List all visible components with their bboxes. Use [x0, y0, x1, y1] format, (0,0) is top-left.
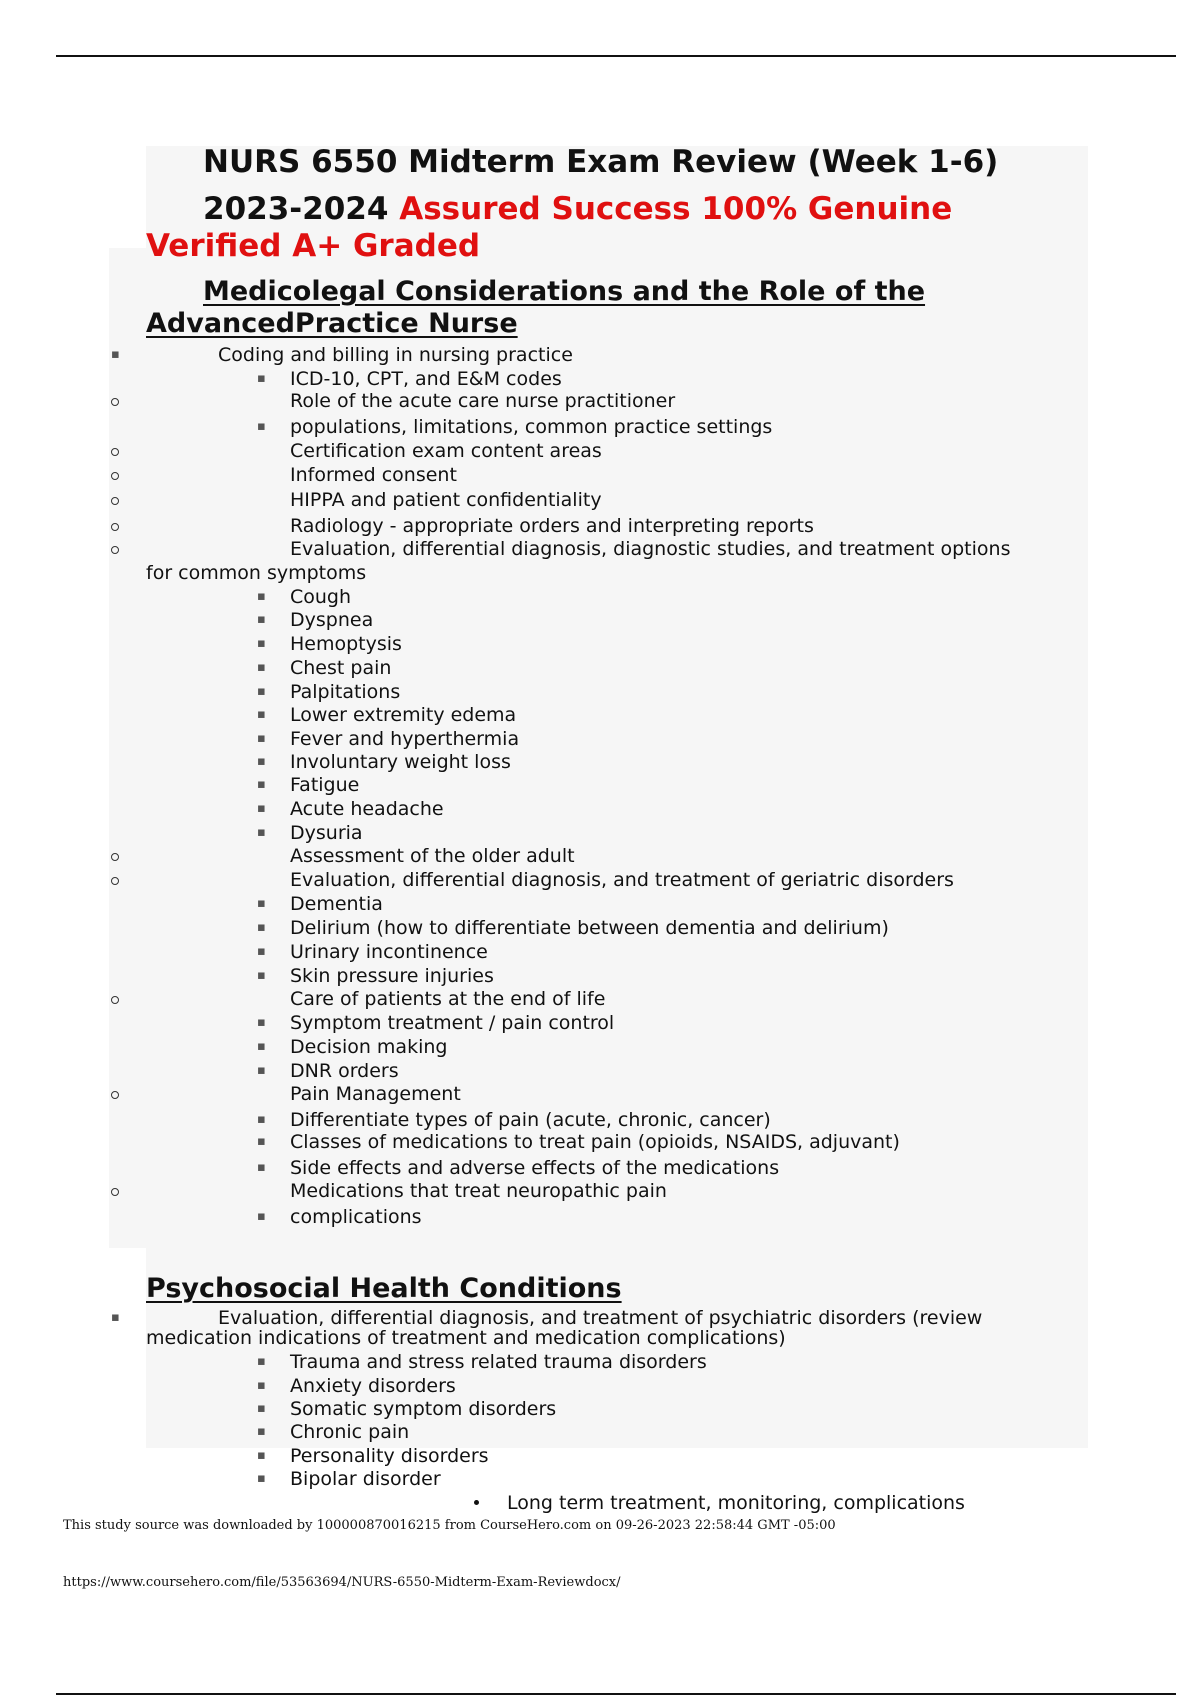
small-bullet-icon: ▪	[257, 1209, 266, 1224]
document-title-line3: Verified A+ Graded	[146, 228, 481, 264]
small-bullet-icon: ▪	[257, 801, 266, 816]
list-item: Fever and hyperthermia	[290, 728, 520, 750]
small-bullet-icon: ▪	[257, 589, 266, 604]
small-bullet-icon: ▪	[257, 1112, 266, 1127]
small-bullet-icon: ▪	[257, 825, 266, 840]
list-item: Skin pressure injuries	[290, 965, 494, 987]
section-heading-medicolegal-line1: Medicolegal Considerations and the Role of the	[203, 276, 926, 307]
small-bullet-icon: ▪	[257, 1039, 266, 1054]
list-item: Assessment of the older adult	[290, 845, 575, 867]
list-item: Classes of medications to treat pain (opioids, NSAIDS, adjuvant)	[290, 1131, 900, 1153]
circle-bullet-icon	[111, 546, 119, 554]
list-item: Role of the acute care nurse practitioner	[290, 390, 676, 412]
list-item: Acute headache	[290, 798, 444, 820]
list-item: Dysuria	[290, 822, 363, 844]
list-item: Somatic symptom disorders	[290, 1398, 557, 1420]
small-bullet-icon: ▪	[257, 1378, 266, 1393]
list-item: Bipolar disorder	[290, 1468, 441, 1490]
small-bullet-icon: ▪	[257, 1424, 266, 1439]
list-item-continuation: medication indications of treatment and medication complications)	[146, 1327, 786, 1349]
small-bullet-icon: ▪	[257, 777, 266, 792]
section-heading-medicolegal-line2: AdvancedPractice Nurse	[146, 308, 518, 339]
small-bullet-icon: ▪	[257, 1471, 266, 1486]
list-item: Fatigue	[290, 774, 360, 796]
download-note: This study source was downloaded by 100000870016215 from CourseHero.com on 09-26-2023 22:58:44 GMT -05:00	[63, 1518, 836, 1533]
circle-bullet-icon	[111, 472, 119, 480]
list-item: Dementia	[290, 893, 383, 915]
list-item: Symptom treatment / pain control	[290, 1012, 615, 1034]
document-title-line1: NURS 6550 Midterm Exam Review (Week 1-6)	[203, 144, 999, 180]
small-bullet-icon: ▪	[257, 1160, 266, 1175]
section-heading-psychosocial: Psychosocial Health Conditions	[146, 1273, 622, 1304]
list-item: Chronic pain	[290, 1421, 410, 1443]
list-item: Medications that treat neuropathic pain	[290, 1180, 667, 1202]
list-item: Lower extremity edema	[290, 704, 517, 726]
small-bullet-icon: ▪	[257, 896, 266, 911]
list-item: Dyspnea	[290, 609, 374, 631]
circle-bullet-icon	[111, 523, 119, 531]
circle-bullet-icon	[111, 398, 119, 406]
circle-bullet-icon	[111, 497, 119, 505]
document-title-line2	[203, 191, 952, 227]
small-bullet-icon: ▪	[257, 731, 266, 746]
small-bullet-icon: ▪	[257, 920, 266, 935]
small-bullet-icon: ▪	[257, 636, 266, 651]
list-item: Pain Management	[290, 1083, 461, 1105]
list-item: Side effects and adverse effects of the medications	[290, 1157, 780, 1179]
circle-bullet-icon	[111, 853, 119, 861]
list-item: Decision making	[290, 1036, 448, 1058]
circle-bullet-icon	[111, 1091, 119, 1099]
small-bullet-icon: ▪	[257, 612, 266, 627]
dot-bullet-icon	[474, 1500, 479, 1505]
circle-bullet-icon	[111, 877, 119, 885]
title-year: 2023-2024	[203, 191, 389, 227]
small-bullet-icon: ▪	[257, 660, 266, 675]
small-bullet-icon: ▪	[257, 968, 266, 983]
list-item: Care of patients at the end of life	[290, 988, 606, 1010]
small-bullet-icon: ▪	[257, 684, 266, 699]
title-promo: Assured Success 100% Genuine	[399, 191, 953, 227]
list-item: Certification exam content areas	[290, 440, 602, 462]
list-item: Radiology - appropriate orders and interpreting reports	[290, 515, 814, 537]
list-item: Chest pain	[290, 657, 392, 679]
top-rule	[56, 55, 1176, 57]
small-bullet-icon: ▪	[257, 419, 266, 434]
circle-bullet-icon	[111, 448, 119, 456]
small-bullet-icon: ▪	[257, 1448, 266, 1463]
list-item: Coding and billing in nursing practice	[218, 344, 573, 366]
list-item: populations, limitations, common practice settings	[290, 416, 773, 438]
list-item: Differentiate types of pain (acute, chronic, cancer)	[290, 1109, 771, 1131]
small-bullet-icon: ▪	[257, 1015, 266, 1030]
small-bullet-icon: ▪	[257, 707, 266, 722]
list-item: Hemoptysis	[290, 633, 402, 655]
small-bullet-icon: ▪	[111, 1310, 120, 1325]
list-item: Cough	[290, 586, 352, 608]
small-bullet-icon: ▪	[257, 754, 266, 769]
small-bullet-icon: ▪	[257, 371, 266, 386]
list-item: Anxiety disorders	[290, 1375, 456, 1397]
list-item: Long term treatment, monitoring, complications	[507, 1492, 965, 1514]
list-item: Evaluation, differential diagnosis, and treatment of geriatric disorders	[290, 869, 954, 891]
small-bullet-icon: ▪	[257, 1354, 266, 1369]
circle-bullet-icon	[111, 1188, 119, 1196]
small-bullet-icon: ▪	[257, 1063, 266, 1078]
list-item: ICD-10, CPT, and E&M codes	[290, 368, 562, 390]
content-shade	[146, 146, 1088, 1448]
small-bullet-icon: ▪	[111, 347, 120, 362]
small-bullet-icon: ▪	[257, 1401, 266, 1416]
list-item: DNR orders	[290, 1060, 399, 1082]
list-item: HIPPA and patient confidentiality	[290, 489, 602, 511]
list-item-continuation: for common symptoms	[146, 562, 367, 584]
list-item: Evaluation, differential diagnosis, diagnostic studies, and treatment options	[290, 538, 1011, 560]
list-item: complications	[290, 1206, 422, 1228]
list-item: Urinary incontinence	[290, 941, 488, 963]
small-bullet-icon: ▪	[257, 944, 266, 959]
circle-bullet-icon	[111, 996, 119, 1004]
source-url[interactable]: https://www.coursehero.com/file/53563694/NURS-6550-Midterm-Exam-Reviewdocx/	[63, 1575, 621, 1590]
list-item: Trauma and stress related trauma disorders	[290, 1351, 707, 1373]
small-bullet-icon: ▪	[257, 1134, 266, 1149]
list-item: Delirium (how to differentiate between dementia and delirium)	[290, 917, 889, 939]
list-item: Palpitations	[290, 681, 401, 703]
list-item: Involuntary weight loss	[290, 751, 511, 773]
list-item: Evaluation, differential diagnosis, and treatment of psychiatric disorders (review	[218, 1307, 983, 1329]
list-item: Informed consent	[290, 464, 457, 486]
list-item: Personality disorders	[290, 1445, 489, 1467]
bottom-rule	[56, 1693, 1176, 1695]
